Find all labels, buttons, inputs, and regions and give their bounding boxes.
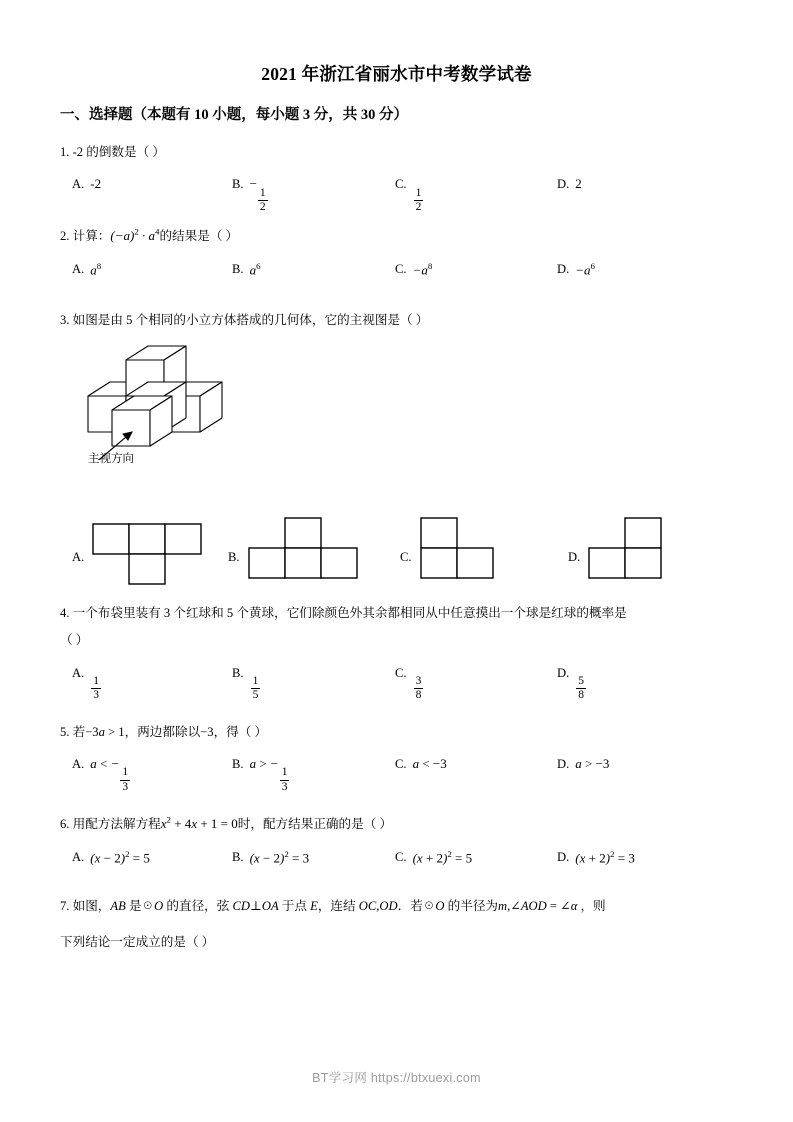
option-2-a-label: A. [72, 261, 85, 276]
option-2-b-label: B. [232, 261, 244, 276]
option-4-a-value [90, 663, 102, 703]
option-5-d[interactable] [557, 754, 609, 775]
option-4-a[interactable] [72, 663, 102, 703]
front-view-shape-a-icon [92, 514, 212, 586]
question-7-text-line1: 如图，AB 是☉O 的直径，弦 CD⊥OA 于点 E，连结 OC,OD．若☉O 的半径为m,∠AOD = ∠α ，则 [72, 898, 606, 913]
question-5-stem [60, 720, 733, 745]
question-6-number: 6. [60, 817, 70, 832]
option-2-c[interactable] [395, 259, 432, 281]
question-2-number: 2. [60, 229, 70, 244]
question-6-stem [60, 811, 733, 837]
option-5-a-label: A. [72, 757, 85, 772]
option-6-c-value: $(x + 2)^2 = 5$ [412, 848, 473, 865]
option-6-a-label: A. [72, 849, 85, 864]
question-3-text: 如图是由 5 个相同的小立方体搭成的几何体，它的主视图是（ ） [72, 312, 429, 327]
option-2-a-value: $a^8$ [90, 260, 102, 278]
question-3-options [60, 514, 733, 586]
option-4-b-value [250, 663, 262, 703]
question-1-text: -2 的倒数是（ ） [72, 144, 165, 159]
option-2-c-value: $-a^8$ [412, 260, 433, 278]
option-6-d-label: D. [557, 849, 570, 864]
cube-solid-isometric-icon [82, 340, 242, 460]
option-1-d-value: 2 [575, 176, 582, 192]
question-7-stem [60, 894, 733, 919]
question-4-text-line2: （ ） [60, 633, 89, 648]
option-4-d-num: 5 [578, 674, 584, 687]
option-2-c-label: C. [395, 261, 407, 276]
question-3-figure [60, 340, 733, 488]
question-3-figure-caption: 主视方向 [88, 453, 134, 466]
question-2-expression: $(-a)^2 \cdot a^4$ [110, 227, 160, 244]
question-2-prefix: 计算： [72, 229, 111, 244]
question-6-options [60, 847, 733, 881]
question-6-prefix: 用配方法解方程 [72, 817, 161, 832]
option-5-b[interactable] [232, 754, 290, 794]
question-1-options [60, 174, 733, 214]
question-7-stem-line2 [60, 930, 733, 955]
question-4-text-line1: 一个布袋里装有 3 个红球和 5 个黄球，它们除颜色外其余都相同从中任意摸出一个球是红球的概率是 [72, 606, 627, 621]
option-3-c-label: C. [400, 550, 412, 565]
option-1-b-label: B. [232, 177, 244, 192]
option-4-d-label: D. [557, 665, 570, 680]
page-title: 2021 年浙江省丽水市中考数学试卷 [261, 64, 532, 84]
option-5-c-label: C. [395, 757, 407, 772]
option-6-b-value: $(x - 2)^2 = 3$ [249, 848, 310, 865]
question-3-stem [60, 308, 733, 333]
option-2-b[interactable] [232, 259, 260, 281]
option-1-c[interactable] [395, 174, 424, 214]
section-heading: 一、选择题（本题有 10 小题，每小题 3 分，共 30 分） [60, 107, 408, 123]
option-4-d-value [575, 663, 587, 703]
option-6-a[interactable] [72, 847, 150, 869]
option-4-c[interactable] [395, 663, 424, 703]
option-1-c-value: $\frac{1}{2}$ [415, 186, 422, 214]
option-4-a-label: A. [72, 665, 85, 680]
question-5-number: 5. [60, 724, 70, 739]
option-4-a-den: 3 [93, 689, 99, 702]
option-2-a[interactable] [72, 259, 101, 281]
question-6-suffix: 时，配方结果正确的是（ ） [237, 817, 393, 832]
footer-watermark: BT学习网 https://btxuexi.com [312, 1071, 481, 1085]
front-view-shape-b-icon [248, 514, 368, 586]
question-4-number: 4. [60, 606, 70, 621]
option-5-d-value: a > −3 [575, 756, 610, 772]
option-4-b-num: 1 [252, 674, 259, 687]
question-2-options [60, 259, 733, 293]
question-5-text: 若−3a > 1，两边都除以−3，得（ ） [72, 724, 268, 739]
option-4-a-num: 1 [93, 674, 99, 687]
question-5-options [60, 754, 733, 798]
option-4-d-den: 8 [578, 689, 584, 702]
question-6-expression: $x^2 + 4x + 1 = 0$ [160, 814, 238, 832]
option-4-b-label: B. [232, 665, 244, 680]
question-7-text-line2: 下列结论一定成立的是（ ） [60, 935, 215, 950]
option-4-c-label: C. [395, 665, 407, 680]
question-2-stem [60, 223, 733, 249]
option-6-b-label: B. [232, 849, 244, 864]
option-5-b-value: a > − $\frac{1}{3}$ [249, 756, 288, 793]
option-1-a[interactable] [72, 174, 101, 195]
option-2-d-label: D. [557, 261, 570, 276]
option-4-b-den: 5 [252, 689, 259, 702]
question-4-stem [60, 601, 733, 626]
option-4-d[interactable] [557, 663, 587, 703]
option-1-d-label: D. [557, 177, 570, 192]
option-2-b-value: $a^6$ [249, 260, 261, 278]
option-4-b[interactable] [232, 663, 261, 703]
option-5-b-label: B. [232, 757, 244, 772]
option-6-a-value: $(x - 2)^2 = 5$ [90, 848, 150, 865]
option-6-c[interactable] [395, 847, 472, 869]
question-4-options [60, 663, 733, 707]
option-1-c-label: C. [395, 177, 407, 192]
question-3-number: 3. [60, 312, 70, 327]
option-4-c-den: 8 [415, 689, 422, 702]
option-5-c-value: a < −3 [412, 756, 447, 772]
option-2-d-value: $-a^6$ [575, 260, 595, 278]
question-4-stem-line2 [60, 628, 733, 653]
option-6-d[interactable] [557, 847, 635, 869]
option-4-c-value [413, 663, 425, 703]
option-6-b[interactable] [232, 847, 309, 869]
question-1-stem [60, 140, 733, 165]
option-5-c[interactable] [395, 754, 447, 775]
option-1-a-value: -2 [90, 176, 102, 192]
option-3-b-label: B. [228, 550, 240, 565]
option-1-b-value: − $\frac{1}{2}$ [249, 176, 266, 214]
question-7-number: 7. [60, 898, 70, 913]
option-6-c-label: C. [395, 849, 407, 864]
option-5-a[interactable] [72, 754, 131, 794]
option-6-d-value: $(x + 2)^2 = 3$ [575, 848, 635, 865]
option-3-a-label: A. [72, 550, 85, 565]
question-2-suffix: 的结果是（ ） [159, 229, 239, 244]
option-1-b[interactable] [232, 174, 269, 214]
front-view-shape-c-icon [420, 514, 520, 586]
option-3-d-label: D. [568, 550, 581, 565]
option-5-a-value: a < − $\frac{1}{3}$ [90, 756, 129, 793]
option-4-c-num: 3 [415, 674, 422, 687]
option-5-d-label: D. [557, 757, 570, 772]
question-1-number: 1. [60, 144, 70, 159]
option-2-d[interactable] [557, 259, 595, 281]
option-1-a-label: A. [72, 177, 85, 192]
front-view-shape-d-icon [588, 514, 688, 586]
option-1-d[interactable] [557, 174, 582, 195]
